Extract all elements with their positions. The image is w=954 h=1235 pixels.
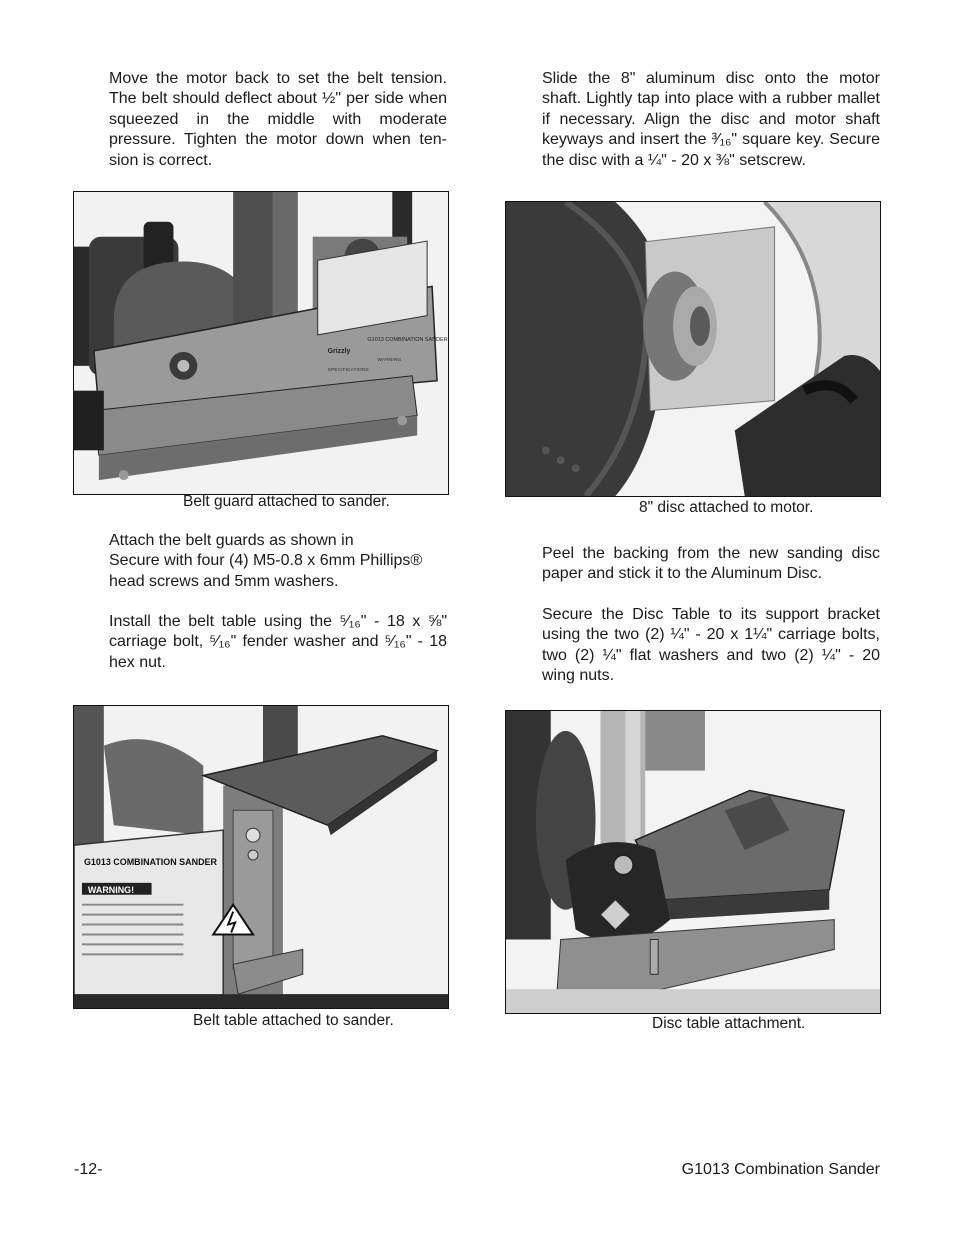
caption-belt-table: Belt table attached to sander.	[193, 1012, 394, 1029]
caption-disc-motor: 8" disc attached to motor.	[639, 499, 814, 516]
disc-motor-illustration	[506, 202, 880, 496]
step-motor-tension: Move the motor back to set the belt tension. The belt should deflect about ½" per side when squeezed in the middle with moderate pressure. Tighten the motor down when ten- sion is correct.	[109, 70, 447, 169]
belt-guard-illustration	[74, 192, 448, 494]
belt-table-illustration	[74, 706, 448, 1008]
step-disc-table: Secure the Disc Table to its support bracket using the two (2) ¼" - 20 x 1¼" carriage bolts, two (2) ¼" flat washers and two (2) ¼" - 20 wing nuts.	[542, 606, 880, 685]
photo-belt-table	[73, 705, 449, 1009]
step-disc-paper: Peel the backing from the new sanding disc paper and stick it to the Aluminum Disc.	[542, 545, 880, 583]
step-belt-guard-line-2: Secure with four (4) M5-0.8 x 6mm Phillips®	[109, 552, 423, 570]
photo-disc-table	[505, 710, 881, 1014]
step-belt-table: Install the belt table using the ⁵⁄₁₆" - 18 x ⅝" carriage bolt, ⁵⁄₁₆" fender washer and ⁵⁄₁₆" - 18 hex nut.	[109, 613, 447, 671]
label-warning: WARNING	[377, 357, 402, 363]
step-belt-guard	[109, 531, 454, 592]
label-spec: SPECIFICATIONS	[327, 367, 369, 373]
step-disc-mount: Slide the 8" aluminum disc onto the motor shaft. Lightly tap into place with a rubber mallet if necessary. Align the disc and motor shaft keyways and insert the ³⁄₁₆" square key. Secure the disc with a ¼" - 20 x ⅜" setscrew.	[542, 70, 880, 169]
label-model: G1013 COMBINATION SANDER	[83, 856, 217, 867]
page-number: -12-	[74, 1161, 103, 1178]
step-belt-guard-line-1: Attach the belt guards as shown in	[109, 532, 354, 549]
step-belt-guard-line-3: head screws and 5mm washers.	[109, 572, 339, 590]
label-brand: Grizzly	[327, 347, 351, 355]
photo-disc-motor	[505, 201, 881, 497]
manual-title: G1013 Combination Sander	[681, 1161, 880, 1178]
disc-table-illustration	[506, 711, 880, 1013]
photo-belt-guard	[73, 191, 449, 495]
label-warning: WARNING!	[87, 884, 135, 895]
caption-belt-guard: Belt guard attached to sander.	[183, 493, 390, 510]
label-model: G1013 COMBINATION SANDER	[367, 337, 448, 344]
caption-disc-table: Disc table attachment.	[652, 1015, 806, 1032]
